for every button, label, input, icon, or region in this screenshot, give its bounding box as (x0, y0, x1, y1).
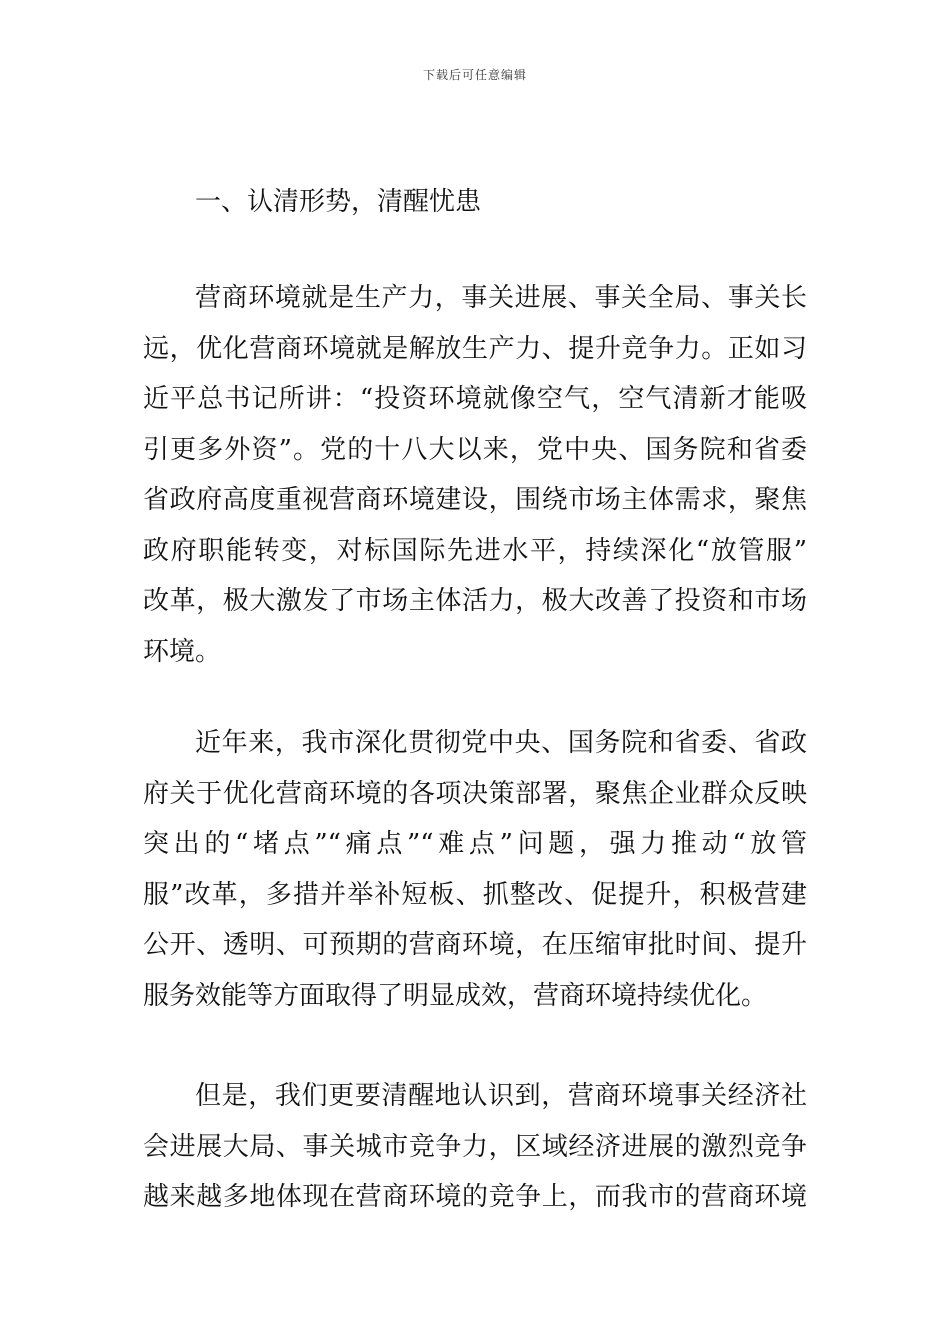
paragraph-3 (143, 1071, 807, 1223)
paragraph-line: 公开、透明、可预期的营商环境，在压缩审批时间、提升 (143, 930, 807, 960)
paragraph-line: 远，优化营商环境就是解放生产力、提升竞争力。正如习 (143, 333, 807, 364)
paragraph-line: 近年来，我市深化贯彻党中央、国务院和省委、省政 (195, 728, 807, 758)
section-heading: 一、认清形势，清醒忧患 (195, 187, 482, 217)
paragraph-line: 引更多外资”。党的十八大以来，党中央、国务院和省委 (143, 434, 807, 465)
paragraph-line: 府关于优化营商环境的各项决策部署，聚焦企业群众反映 (143, 778, 807, 809)
paragraph-line: 但是，我们更要清醒地认识到，营商环境事关经济社 (195, 1081, 807, 1111)
paragraph-line: 会进展大局、事关城市竞争力，区域经济进展的激烈竞争 (143, 1131, 807, 1162)
paragraph-line: 越来越多地体现在营商环境的竞争上，而我市的营商环境 (143, 1182, 807, 1212)
paragraph-line: 服务效能等方面取得了明显成效，营商环境持续优化。 (143, 980, 768, 1011)
paragraph-line: 服”改革，多措并举补短板、抓整改、促提升，积极营建 (143, 879, 807, 910)
paragraph-2 (143, 718, 807, 1021)
paragraph-line: 政府职能转变，对标国际先进水平，持续深化“放管服” (143, 535, 807, 566)
paragraph-line: 近平总书记所讲：“投资环境就像空气，空气清新才能吸 (143, 384, 807, 414)
header-note: 下载后可任意编辑 (422, 68, 527, 82)
paragraph-line: 改革，极大激发了市场主体活力，极大改善了投资和市场 (143, 586, 807, 616)
paragraph-line: 突出的“堵点”“痛点”“难点”问题，强力推动“放管 (143, 829, 807, 859)
paragraph-line: 环境。 (143, 636, 222, 667)
paragraph-line: 省政府高度重视营商环境建设，围绕市场主体需求，聚焦 (143, 485, 807, 515)
paragraph-line: 营商环境就是生产力，事关进展、事关全局、事关长 (195, 283, 807, 313)
paragraph-1 (143, 273, 807, 677)
